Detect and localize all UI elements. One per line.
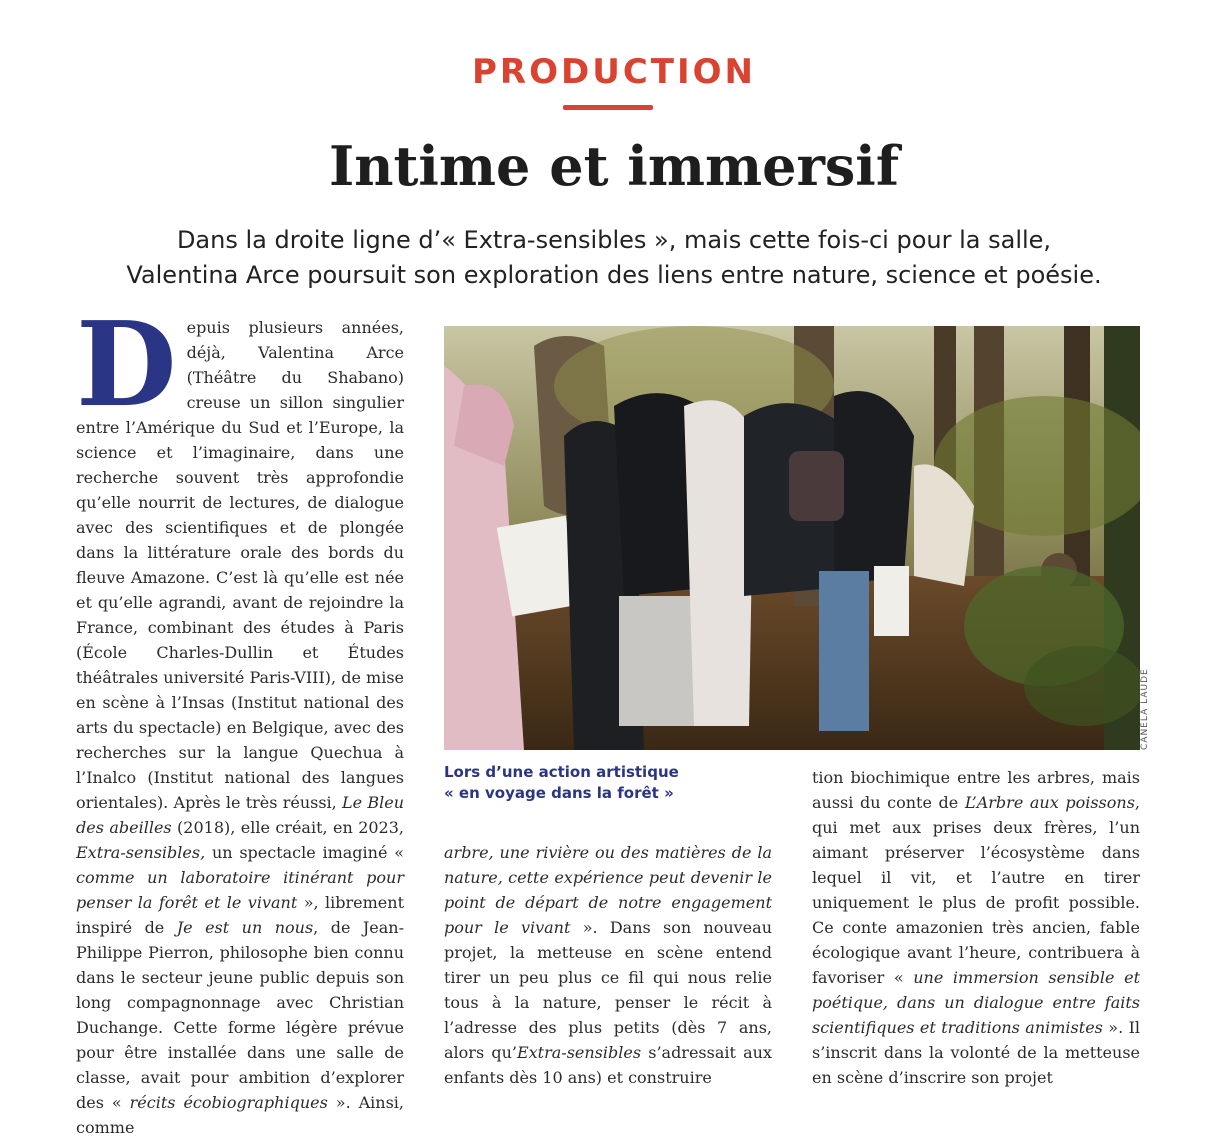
article-column-2 [444, 840, 772, 1090]
column-2-text: arbre, une rivière ou des matières de la nature, cette expérience peut devenir le point de départ de notre engagement pour le vivant ». Dans son nouveau projet, la metteuse en scène entend tirer un peu plus ce fil qui nous relie tous à la nature, penser le récit à l’adresse des plus petits (dès 7 ans, alors qu’Extra-sensibles s’adressait aux enfants dès 10 ans) et construire [444, 843, 772, 1087]
drop-cap: D [76, 297, 177, 433]
photo-caption [444, 762, 774, 804]
article-column-3 [812, 765, 1140, 1090]
column-3-text: tion biochimique entre les arbres, mais aussi du conte de L’Arbre aux poissons, qui met aux prises deux frères, l’un aimant préserver l’écosystème dans lequel il vit, et l’autre en tirer uniquement le plus de profit possible. Ce conte amazonien très ancien, fable écologique avant l’heure, contribuera à favoriser « une immersion sensible et poétique, dans un dialogue entre faits scientifiques et traditions animistes ». Il s’inscrit dans la volonté de la metteuse en scène d’inscrire son projet [812, 768, 1141, 1087]
kicker-underline [563, 105, 653, 110]
forest-scene-image [444, 326, 1140, 750]
forest-photo [444, 326, 1140, 750]
photo-credit: CANELA LAUDE [1140, 668, 1150, 750]
standfirst-line-2: Valentina Arce poursuit son exploration des liens entre nature, science et poésie. [126, 261, 1102, 289]
article-title: Intime et immersif [328, 134, 900, 198]
column-1-text: epuis plusieurs années, déjà, Valentina Arce (Théâtre du Shabano) creuse un sillon singulier entre l’Amérique du Sud et l’Europe, la science et l’imaginaire, dans une recherche souvent très approfondie qu’elle nourrit de lectures, de dialogue avec des scientifiques et de plongée dans la littérature orale des bords du fleuve Amazone. C’est là qu’elle est née et qu’elle agrandi, avant de rejoindre la France, combinant des études à Paris (École Charles-Dullin et Études théâtrales université Paris-VIII), de mise en scène à l’Insas (Institut national des arts du spectacle) en Belgique, avec des recherches sur la langue Quechua à l’Inalco (Institut national des langues orientales). Après le très réussi, Le Bleu des abeilles (2018), elle créait, en 2023, Extra-sensibles, un spectacle imaginé « comme un laboratoire itinérant pour penser la forêt et le vivant », librement inspiré de Je est un nous, de Jean-Philippe Pierron, philosophe bien connu dans le secteur jeune public depuis son long compagnonnage avec Christian Duchange. Cette forme légère prévue pour être installée dans une salle de classe, avait pour ambition d’explorer des « récits écobiographiques ». Ainsi, comme [76, 318, 405, 1137]
article-column-1 [76, 297, 405, 1140]
section-kicker: PRODUCTION [472, 52, 756, 92]
article-standfirst [60, 223, 1168, 293]
caption-line-1: Lors d’une action artistique [444, 763, 679, 781]
caption-line-2: « en voyage dans la forêt » [444, 784, 674, 802]
standfirst-line-1: Dans la droite ligne d’« Extra-sensibles », mais cette fois-ci pour la salle, [176, 226, 1052, 254]
